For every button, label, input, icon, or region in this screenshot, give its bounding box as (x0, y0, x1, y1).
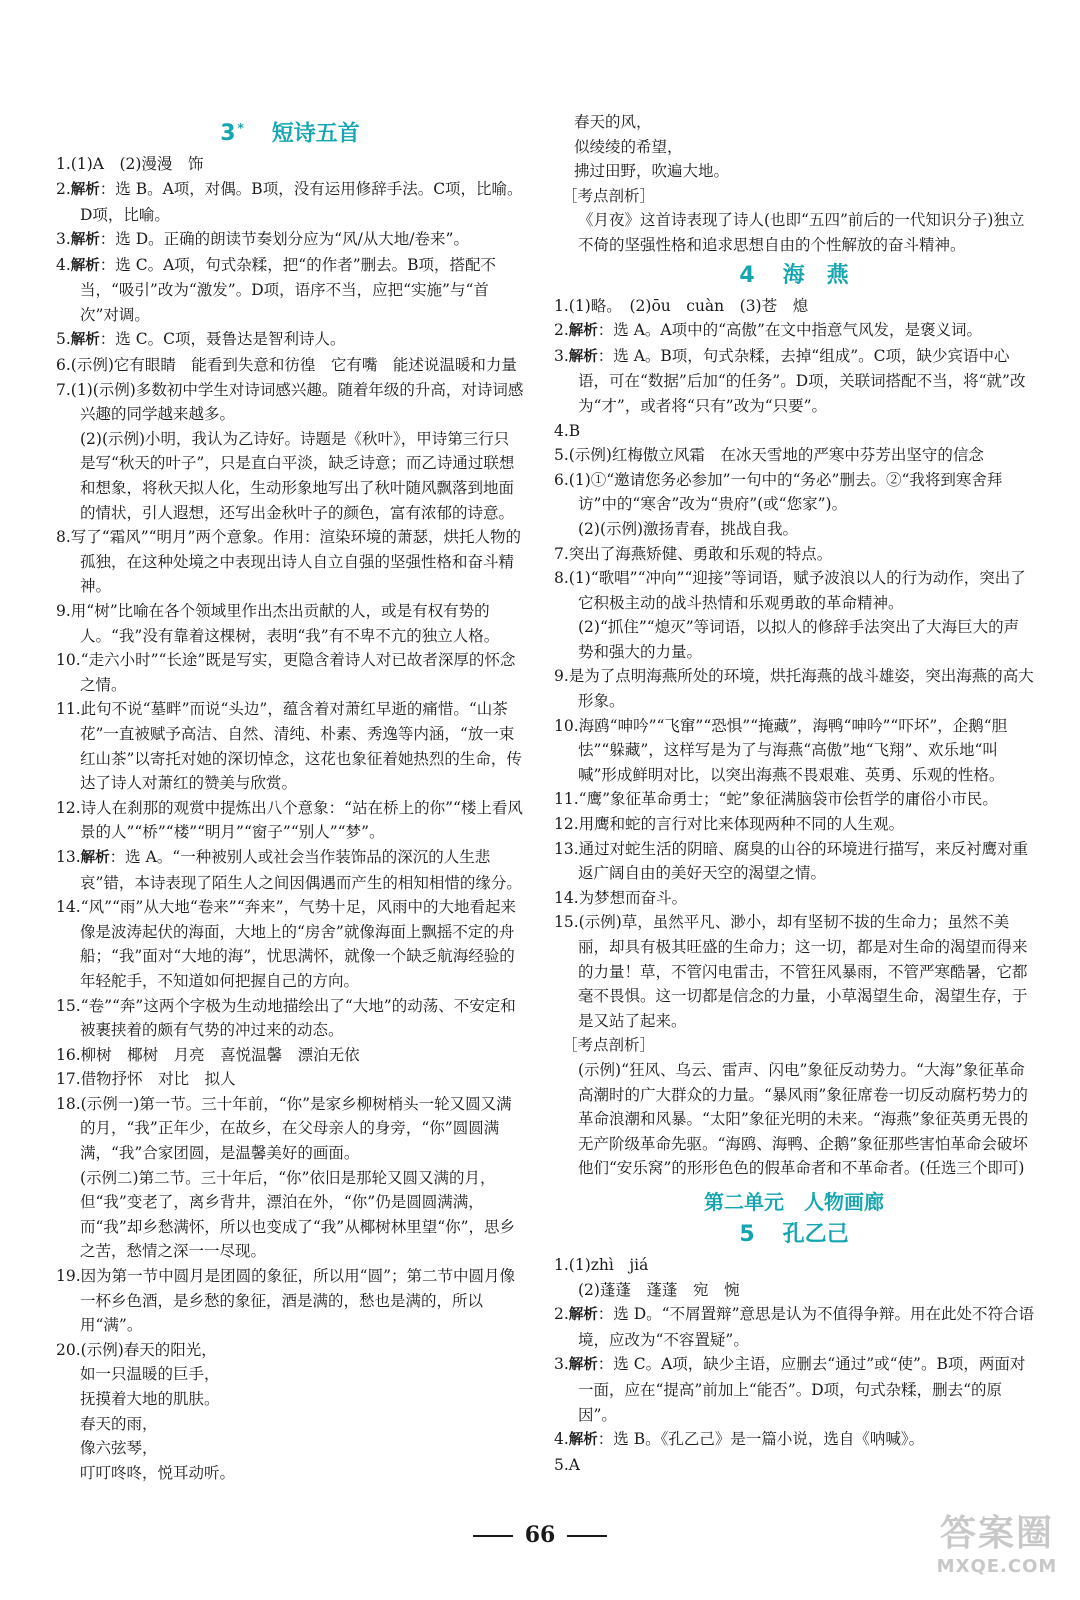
answer-text: ：选 C。C项，聂鲁达是智利诗人。 (99, 330, 346, 349)
answer-6: 6.(示例)它有眼睛 能看到失意和彷徨 它有嘴 能述说温暖和力量 (56, 356, 517, 375)
answer-17: 17.借物抒怀 对比 拟人 (56, 1070, 236, 1089)
poem-line: 抚摸着大地的肌肤。 (80, 1390, 220, 1409)
answer-16: 16.柳树 椰树 月亮 喜悦温馨 漂泊无依 (56, 1045, 360, 1064)
title-text: 孔乙己 (782, 1221, 849, 1247)
title-text: 短诗五首 (271, 121, 360, 147)
answer-r4: 4.B (554, 421, 581, 440)
answer-7-2: (2)(示例)小明，我认为乙诗好。诗题是《秋叶》，甲诗第三行只是写“秋天的叶子”，只是直白平淡，缺乏诗意；而乙诗通过联想和想象，将秋天拟人化，生动形象地写出了秋叶随风飘落到地面的情状，引人遐想，还写出金秋叶子的颜色，富有浓郁的诗意。 (80, 429, 515, 522)
answer-text: ：选 C。A项，句式杂糅，把“的作者”删去。B项，搭配不当，“吸引”改为“激发”。D项，语序不当，应把“实施”与“首次”对调。 (80, 255, 497, 324)
answer-20: 20.(示例)春天的阳光， (56, 1340, 217, 1359)
analysis-text: (示例)“狂风、乌云、雷声、闪电”象征反动势力。“大海”象征革命高潮时的广大群众的力量。“暴风雨”象征席卷一切反动腐朽势力的革命浪潮和风暴。“太阳”象征光明的未来。“海燕”象征英勇无畏的无产阶级革命先驱。“海鸥、海鸭、企鹅”象征那些害怕革命会破坏他们“安乐窝”的形形色色的假革命者和不革命者。(任选三个即可) (578, 1060, 1029, 1178)
answer-18-2: (示例二)第二节。三十年后，“你”依旧是那轮又圆又满的月，但“我”变老了，离乡背井，漂泊在外，“你”仍是圆圆满满，而“我”却乡愁满怀，所以也变成了“我”从椰树林里望“你”，思乡之苦，愁情之深一一尽现。 (80, 1168, 516, 1261)
poem-line: 如一只温暖的巨手， (80, 1365, 220, 1384)
poem-line: 春天的风， (574, 113, 652, 131)
answer-r9: 9.是为了点明海燕所处的环境，烘托海燕的战斗雄姿，突出海燕的高大形象。 (554, 667, 1034, 711)
answer-s5: 5.A (554, 1455, 580, 1474)
analysis-keyword: 解析 (568, 1357, 598, 1374)
answer-text: ：选 B。A项，对偶。B项，没有运用修辞手法。C项，比喻。D项，比喻。 (80, 179, 523, 224)
answer-text: ：选 D。“不屑置辩”意思是认为不值得争辩。用在此处不符合语境，应改为“不容置疑”。 (578, 1305, 1035, 1349)
poem-line: 叮叮咚咚，悦耳动听。 (80, 1463, 236, 1482)
title-number: 3 (220, 121, 236, 147)
answer-2: 2.解析：选 B。A项，对偶。B项，没有运用修辞手法。C项，比喻。D项，比喻。 (56, 179, 523, 224)
section-title-5 (554, 1217, 1034, 1253)
answer-text: ：选 D。正确的朗读节奏划分应为“风/从大地/卷来”。 (99, 230, 469, 249)
analysis-label: ［考点剖析］ (562, 186, 656, 205)
answer-5: 5.解析：选 C。C项，聂鲁达是智利诗人。 (56, 330, 346, 349)
answer-19: 19.因为第一节中圆月是团圆的象征，所以用“圆”；第二节中圆月像一杯乡色酒，是乡愁的象征，酒是满的，愁也是满的，所以用“满”。 (56, 1267, 516, 1335)
answer-s4: 4.解析：选 B。《孔乙己》是一篇小说，选自《呐喊》。 (554, 1430, 925, 1449)
section-title-4 (554, 258, 1034, 294)
right-column (554, 110, 1034, 1477)
analysis-keyword: 解析 (568, 1432, 598, 1449)
answer-4: 4.解析：选 C。A项，句式杂糅，把“的作者”删去。B项，搭配不当，“吸引”改为“激发”。D项，语序不当，应把“实施”与“首次”对调。 (56, 255, 497, 324)
answer-r3: 3.解析：选 A。B项，句式杂糅，去掉“组成”。C项，缺少宾语中心语，可在“数据”后加“的任务”。D项，关联词搭配不当，将“就”改为“才”，或者将“只有”改为“只要”。 (554, 346, 1026, 415)
answer-r11: 11.“鹰”象征革命勇士；“蛇”象征满脑袋市侩哲学的庸俗小市民。 (554, 790, 998, 809)
answer-r2: 2.解析：选 A。A项中的“高傲”在文中指意气风发，是褒义词。 (554, 321, 982, 340)
answer-s2: 2.解析：选 D。“不屑置辩”意思是认为不值得争辩。用在此处不符合语境，应改为“不容置疑”。 (554, 1305, 1035, 1349)
poem-line: 似绫绫的希望， (574, 137, 683, 156)
answer-s1-1: 1.(1)zhì jiá (554, 1255, 649, 1274)
poem-line: 像六弦琴， (80, 1439, 158, 1458)
answer-12: 12.诗人在刹那的观赏中提炼出八个意象：“站在桥上的你”“楼上看风景的人”“桥”“楼”“明月”“窗子”“别人”“梦”。 (56, 798, 523, 842)
left-column (56, 110, 524, 1485)
answer-r15: 15.(示例)草，虽然平凡、渺小，却有坚韧不拔的生命力；虽然不美丽，却具有极其旺盛的生命力；这一切，都是对生命的渴望而得来的力量！草，不管闪电雷击，不管狂风暴雨，不管严寒酷暑，它都毫不畏惧。这一切都是信念的力量，小草渴望生命，渴望生存，于是又站了起来。 (554, 913, 1028, 1030)
answer-9: 9.用“树”比喻在各个领域里作出杰出贡献的人，或是有权有势的人。“我”没有靠着这棵树，表明“我”有不卑不亢的独立人格。 (56, 602, 500, 645)
answer-15: 15.“卷”“奔”这两个字极为生动地描绘出了“大地”的动荡、不安定和被裹挟着的颇有气势的冲过来的动态。 (56, 996, 516, 1040)
title-number: 4 (739, 262, 755, 288)
analysis-keyword: 解析 (70, 232, 100, 249)
poem-line: 春天的雨， (80, 1414, 158, 1433)
answer-text: ：选 A。A项中的“高傲”在文中指意气风发，是褒义词。 (597, 321, 982, 340)
analysis-keyword: 解析 (70, 332, 100, 349)
analysis-keyword: 解析 (70, 257, 100, 274)
answer-text: ：选 A。“一种被别人或社会当作装饰品的深沉的人生悲哀”错，本诗表现了陌生人之间因偶遇而产生的相知相惜的缘分。 (80, 847, 522, 892)
answer-r5: 5.(示例)红梅傲立风霜 在冰天雪地的严寒中芬芳出坚守的信念 (554, 446, 984, 465)
analysis-keyword: 解析 (568, 1307, 598, 1324)
answer-10: 10.“走六小时”“长途”既是写实，更隐含着诗人对已故者深厚的怀念之情。 (56, 651, 516, 694)
unit-title: 第二单元 人物画廊 (704, 1189, 884, 1214)
answer-r6-2: (2)(示例)激扬青春，挑战自我。 (578, 519, 799, 538)
answer-s1-2: (2)蓬蓬 蓬蓬 宛 惋 (578, 1280, 740, 1299)
answer-r1: 1.(1)略。 (2)ōu cuàn (3)苍 熄 (554, 296, 809, 315)
section-title-3 (56, 110, 524, 152)
page-number (0, 1522, 1080, 1548)
answer-r7: 7.突出了海燕矫健、勇敢和乐观的特点。 (554, 544, 833, 563)
answer-r14: 14.为梦想而奋斗。 (554, 888, 688, 907)
title-star: * (237, 121, 244, 135)
answer-8: 8.写了“霜风”“明月”两个意象。作用：渲染环境的萧瑟，烘托人物的孤独，在这种处境之中表现出诗人自立自强的坚强性格和奋斗精神。 (56, 528, 521, 596)
answer-text: ：选 A。B项，句式杂糅，去掉“组成”。C项，缺少宾语中心语，可在“数据”后加“的任务”。D项，关联词搭配不当，将“就”改为“才”，或者将“只有”改为“只要”。 (578, 346, 1026, 415)
analysis-label: ［考点剖析］ (562, 1036, 656, 1055)
analysis-keyword: 解析 (70, 181, 100, 198)
answer-1: 1.(1)A (2)漫漫 饰 (56, 155, 204, 174)
page-number-dash (473, 1535, 513, 1537)
answer-r13: 13.通过对蛇生活的阴暗、腐臭的山谷的环境进行描写，来反衬鹰对重返广阔自由的美好天空的渴望之情。 (554, 839, 1029, 883)
watermark-logo (922, 1512, 1072, 1592)
answer-r8-2: (2)“抓住”“熄灭”等词语，以拟人的修辞手法突出了大海巨大的声势和强大的力量。 (578, 618, 1020, 661)
poem-line: 拂过田野，吹遍大地。 (574, 162, 730, 181)
answer-s3: 3.解析：选 C。A项，缺少主语，应删去“通过”或“使”。B项，两面对一面，应在“提高”前加上“能否”。D项，句式杂糅，删去“的原因”。 (554, 1355, 1026, 1424)
answer-14: 14.“风”“雨”从大地“卷来”“奔来”，气势十足，风雨中的大地看起来像是波涛起伏的海面，大地上的“房舍”就像海面上飘摇不定的舟船；“我”面对“大地的海”，忧思满怀，就像一个缺乏航海经验的年轻舵手，不知道如何把握自己的方向。 (56, 898, 517, 990)
answer-text: ：选 B。《孔乙己》是一篇小说，选自《呐喊》。 (597, 1430, 925, 1449)
watermark-top: 答案圈 (939, 1513, 1054, 1554)
answer-11: 11.此句不说“墓畔”而说“头边”，蕴含着对萧红早逝的痛惜。“山茶花”一直被赋予高洁、自然、清纯、朴素、秀逸等内涵，“放一束红山茶”以寄托对她的深切悼念，这花也象征着她热烈的生命，传达了诗人对萧红的赞美与欣赏。 (56, 700, 522, 793)
answer-r12: 12.用鹰和蛇的言行对比来体现两种不同的人生观。 (554, 815, 905, 834)
analysis-keyword: 解析 (568, 323, 598, 340)
watermark-bottom: MXQE.COM (936, 1556, 1058, 1577)
analysis-keyword: 解析 (568, 348, 598, 365)
title-number: 5 (739, 1221, 755, 1247)
answer-7-1: 7.(1)(示例)多数初中学生对诗词感兴趣。随着年级的升高，对诗词感兴趣的同学越来越多。 (56, 380, 524, 424)
analysis-keyword: 解析 (80, 849, 110, 866)
answer-r8-1: 8.(1)“歌唱”“冲向”“迎接”等词语，赋予波浪以人的行为动作，突出了它积极主动的战斗热情和乐观勇敢的革命精神。 (554, 569, 1026, 612)
title-text: 海 燕 (782, 262, 849, 288)
analysis-text: 《月夜》这首诗表现了诗人(也即“五四”前后的一代知识分子)独立不倚的坚强性格和追求思想自由的个性解放的奋斗精神。 (578, 211, 1025, 254)
answer-r10: 10.海鸥“呻吟”“飞窜”“恐惧”“掩藏”，海鸭“呻吟”“吓坏”，企鹅“胆怯”“躲藏”，这样写是为了与海燕“高傲”地“飞翔”、欢乐地“叫喊”形成鲜明对比，以突出海燕不畏艰难、英勇、乐观的性格。 (554, 716, 1008, 784)
answer-3: 3.解析：选 D。正确的朗读节奏划分应为“风/从大地/卷来”。 (56, 230, 469, 249)
page-number-dash (567, 1535, 607, 1537)
answer-r6-1: 6.(1)①“邀请您务必参加”一句中的“务必”删去。②“我将到寒舍拜访”中的“寒舍”改为“贵府”(或“您家”)。 (554, 470, 1003, 514)
answer-18-1: 18.(示例一)第一节。三十年前，“你”是家乡柳树梢头一轮又圆又满的月，“我”正年少，在故乡，在父母亲人的身旁，“你”圆圆满满，“我”合家团圆，是温馨美好的画面。 (56, 1094, 512, 1163)
answer-13: 13.解析：选 A。“一种被别人或社会当作装饰品的深沉的人生悲哀”错，本诗表现了陌生人之间因偶遇而产生的相知相惜的缘分。 (56, 847, 522, 892)
page-number-text: 66 (524, 1522, 556, 1548)
answer-text: ：选 C。A项，缺少主语，应删去“通过”或“使”。B项，两面对一面，应在“提高”前加上“能否”。D项，句式杂糅，删去“的原因”。 (578, 1355, 1026, 1424)
